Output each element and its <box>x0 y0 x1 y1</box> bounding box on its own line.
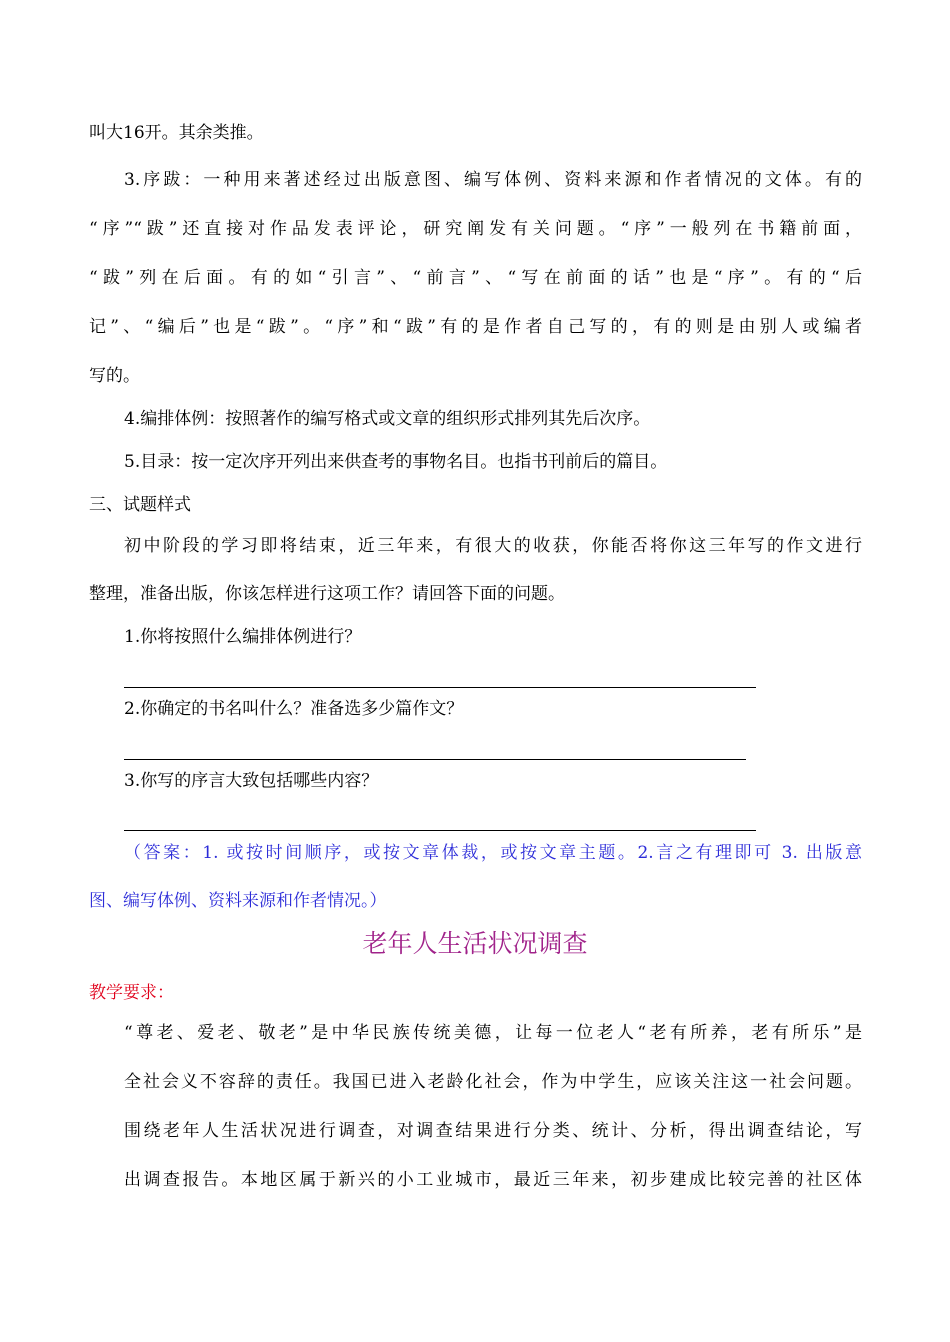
question-2: 2.你确定的书名叫什么？准备选多少篇作文？ <box>124 699 464 719</box>
text-line: 5.目录：按一定次序开列出来供查考的事物名目。也指书刊前后的篇目。 <box>124 452 668 472</box>
text-line: “跋”列在后面。有的如“引言”、“前言”、“写在前面的话”也是“序”。有的“后 <box>89 268 862 288</box>
answer-line-1 <box>124 687 756 688</box>
requirement-label: 教学要求： <box>89 983 174 1003</box>
section-heading: 三、试题样式 <box>89 495 191 515</box>
answer-text: （答案：1. 或按时间顺序，或按文章体裁，或按文章主题。2.言之有理即可 3. 出版意 <box>124 843 862 863</box>
text-line: 记”、“编后”也是“跋”。“序”和“跋”有的是作者自己写的，有的则是由别人或编者 <box>89 317 862 337</box>
text-line: 初中阶段的学习即将结束，近三年来，有很大的收获，你能否将你这三年写的作文进行 <box>124 536 862 556</box>
answer-line-3 <box>124 830 756 831</box>
text-line: 4.编排体例：按照著作的编写格式或文章的组织形式排列其先后次序。 <box>124 409 651 429</box>
text-line: 全社会义不容辞的责任。我国已进入老龄化社会，作为中学生，应该关注这一社会问题。 <box>124 1072 862 1092</box>
question-1: 1.你将按照什么编排体例进行？ <box>124 627 362 647</box>
text-line: 3.序跋：一种用来著述经过出版意图、编写体例、资料来源和作者情况的文体。有的 <box>124 170 862 190</box>
text-line: 整理，准备出版，你该怎样进行这项工作？请回答下面的问题。 <box>89 584 565 604</box>
text-line: 写的。 <box>89 366 140 386</box>
page-title: 老年人生活状况调查 <box>362 929 588 958</box>
text-line: “尊老、爱老、敬老”是中华民族传统美德，让每一位老人“老有所养，老有所乐”是 <box>124 1023 862 1043</box>
answer-text: 图、编写体例、资料来源和作者情况。） <box>89 891 387 911</box>
answer-line-2 <box>124 759 746 760</box>
text-line: 出调查报告。本地区属于新兴的小工业城市，最近三年来，初步建成比较完善的社区体 <box>124 1170 862 1190</box>
text-line: “序”“跋”还直接对作品发表评论，研究阐发有关问题。“序”一般列在书籍前面， <box>89 219 862 239</box>
text-line: 围绕老年人生活状况进行调查，对调查结果进行分类、统计、分析，得出调查结论，写 <box>124 1121 862 1141</box>
text-line: 叫大16开。其余类推。 <box>89 123 264 143</box>
question-3: 3.你写的序言大致包括哪些内容？ <box>124 771 379 791</box>
